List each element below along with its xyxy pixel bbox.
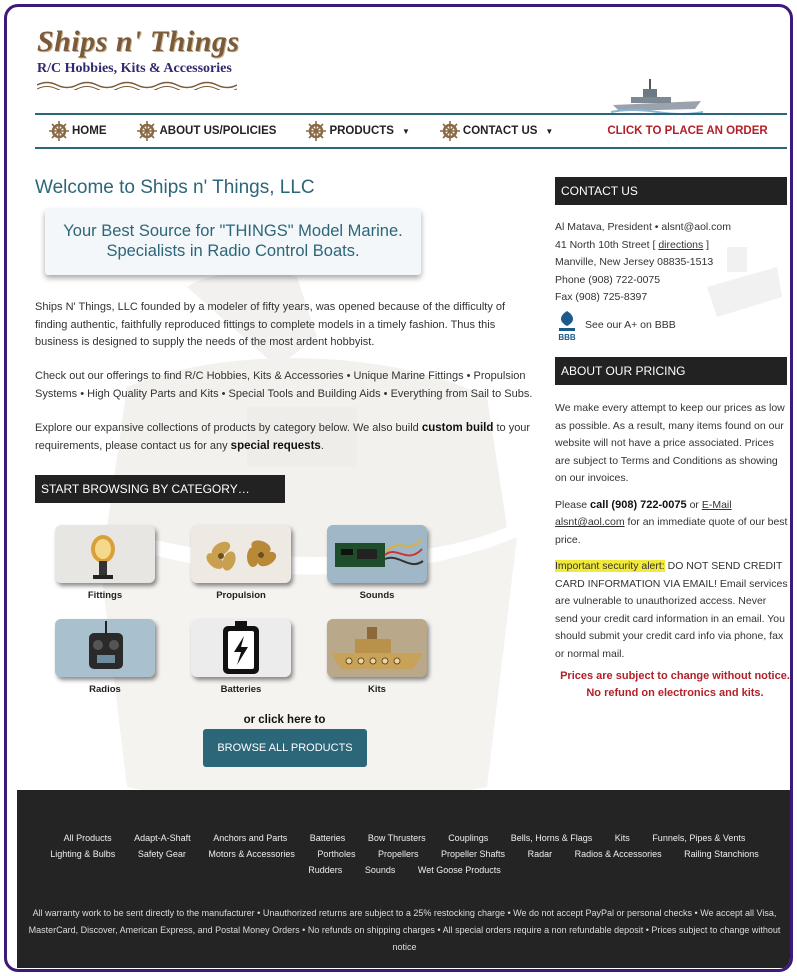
fax-number: Fax (908) 725-8397	[555, 291, 648, 303]
waves-icon	[37, 80, 237, 90]
contact-email-link[interactable]: alsnt@aol.com	[661, 221, 731, 233]
footer-link[interactable]: Batteries	[309, 833, 346, 843]
category-label: Propulsion	[216, 590, 266, 601]
tugboat-icon	[327, 619, 427, 677]
category-fittings[interactable]	[55, 525, 155, 601]
pricing-info	[555, 400, 791, 672]
explore-text-end: .	[320, 439, 324, 452]
category-label: Sounds	[359, 590, 395, 601]
footer-link[interactable]: Propellers	[377, 849, 419, 859]
category-label: Fittings	[87, 590, 123, 601]
contact-name-line	[555, 219, 787, 237]
nav-products-label: PRODUCTS	[329, 125, 394, 137]
site-footer	[17, 790, 792, 968]
contact-heading: CONTACT US	[555, 177, 787, 205]
explore-paragraph	[35, 420, 537, 455]
address-line2: Manville, New Jersey 08835-1513	[555, 256, 714, 268]
footer-link[interactable]: Safety Gear	[137, 849, 186, 859]
pricing-heading: ABOUT OUR PRICING	[555, 357, 787, 385]
kits-thumbnail	[327, 619, 427, 677]
site-logo[interactable]	[37, 25, 257, 101]
nav-contact-label: CONTACT US	[462, 125, 538, 137]
caret-down-icon: ▼	[401, 126, 410, 136]
nav-about[interactable]	[137, 121, 277, 141]
footer-link[interactable]: Anchors and Parts	[213, 833, 288, 843]
price-notice	[559, 668, 791, 702]
tagline-line1: Your Best Source for "THINGS" Model Marine.	[63, 222, 403, 240]
sounds-thumbnail	[327, 525, 427, 583]
address-street: 41 North 10th Street [	[555, 238, 659, 251]
refund-notice: No refund on electronics and kits.	[586, 687, 764, 699]
svg-text:BBB: BBB	[558, 332, 576, 342]
tagline-callout	[45, 209, 421, 275]
footer-link[interactable]: Railing Stanchions	[684, 849, 759, 859]
tagline-line2: Specialists in Radio Control Boats.	[106, 242, 360, 260]
security-alert-label: Important security alert:	[555, 560, 665, 572]
category-kits[interactable]	[327, 619, 427, 695]
caret-down-icon: ▼	[545, 126, 554, 136]
quote-end-text: for an immediate quote of our best price.	[555, 516, 788, 546]
footer-link[interactable]: Wet Goose Products	[417, 865, 501, 875]
contact-info	[555, 219, 787, 342]
footer-link[interactable]: Rudders	[308, 865, 343, 875]
footer-link[interactable]: All Products	[63, 833, 112, 843]
nav-about-label: ABOUT US/POLICIES	[159, 125, 277, 137]
footer-link[interactable]: Kits	[614, 833, 630, 843]
footer-links	[17, 830, 792, 878]
searchlight-icon	[55, 525, 155, 583]
nav-products[interactable]	[306, 121, 409, 141]
footer-legal-text: All warranty work to be sent directly to the manufacturer • Unauthorized returns are subject to a 25% restocking charge • We do not accept PayPal or personal checks • We accept all Visa, MasterCard, Discover, American Express, and Postal Money Orders • No refunds on shipping charges • All special orders require a non refundable deposit • Prices subject to change without notice	[28, 908, 781, 952]
directions-link[interactable]: directions	[658, 238, 704, 251]
security-alert	[555, 558, 791, 663]
category-propulsion[interactable]	[191, 525, 291, 601]
footer-link[interactable]: Adapt-A-Shaft	[134, 833, 191, 843]
contact-name: Al Matava, President •	[555, 221, 662, 233]
main-nav	[35, 113, 787, 149]
footer-link[interactable]: Bells, Horns & Flags	[510, 833, 593, 843]
footer-link[interactable]: Sounds	[364, 865, 396, 875]
price-change-notice: Prices are subject to change without notice.	[560, 670, 790, 682]
footer-link[interactable]: Lighting & Bulbs	[50, 849, 116, 859]
nav-contact[interactable]	[440, 121, 553, 141]
propeller-icon	[191, 525, 291, 583]
nav-home-label: HOME	[72, 125, 107, 137]
offerings-paragraph: Check out our offerings to find R/C Hobbies, Kits & Accessories • Unique Marine Fittings • Propulsion Systems • High Quality Parts and Kits • Special Tools and Building Aids • Everything from Sail to Subs.	[35, 370, 533, 400]
call-phone-text: call (908) 722-0075	[590, 498, 687, 511]
page-frame	[4, 4, 793, 972]
bbb-link[interactable]	[555, 310, 787, 342]
ship-wheel-icon	[137, 121, 157, 141]
browse-heading: START BROWSING BY CATEGORY…	[35, 475, 285, 503]
footer-link[interactable]: Radios & Accessories	[574, 849, 662, 859]
address-bracket: ]	[703, 238, 710, 251]
battleship-icon	[611, 77, 703, 115]
logo-title: Ships n' Things	[37, 25, 240, 58]
email-link[interactable]: E-Mail alsnt@aol.com	[555, 498, 732, 528]
quote-or-text: or	[686, 498, 702, 511]
quote-text: Please	[555, 498, 591, 511]
address-line1	[555, 237, 787, 255]
batteries-thumbnail	[191, 619, 291, 677]
quote-paragraph	[555, 497, 791, 550]
footer-link[interactable]: Motors & Accessories	[208, 849, 295, 859]
security-alert-text: DO NOT SEND CREDIT CARD INFORMATION VIA EMAIL! Email services are vulnerable to unauthorized access. Never send your credit card information in an email. You should submit your credit card info via phone, fax or normal mail.	[555, 560, 788, 660]
ship-wheel-icon	[306, 121, 326, 141]
click-here-text: or click here to	[243, 714, 326, 726]
footer-link[interactable]: Radar	[527, 849, 553, 859]
propulsion-thumbnail	[191, 525, 291, 583]
bbb-logo-icon	[555, 310, 579, 342]
footer-link[interactable]: Couplings	[448, 833, 489, 843]
footer-link[interactable]: Portholes	[317, 849, 356, 859]
page-title: Welcome to Ships n' Things, LLC	[35, 177, 315, 198]
pricing-paragraph: We make every attempt to keep our prices as low as possible. As a result, many items found on our website will not have a price associated. Prices are subject to Terms and Conditions as showing on our invoices.	[555, 402, 785, 484]
nav-home[interactable]	[49, 121, 107, 141]
custom-build-text: custom build	[421, 422, 494, 434]
browse-all-products-button[interactable]: BROWSE ALL PRODUCTS	[203, 729, 367, 767]
logo-subtitle: R/C Hobbies, Kits & Accessories	[37, 61, 232, 76]
category-radios[interactable]	[55, 619, 155, 695]
fittings-thumbnail	[55, 525, 155, 583]
footer-link[interactable]: Propeller Shafts	[441, 849, 506, 859]
battery-icon	[191, 619, 291, 677]
category-label: Batteries	[220, 684, 262, 695]
radio-transmitter-icon	[55, 619, 155, 677]
ship-wheel-icon	[440, 121, 460, 141]
footer-link[interactable]: Bow Thrusters	[367, 833, 426, 843]
category-sounds[interactable]	[327, 525, 427, 601]
special-requests-text: special requests	[230, 439, 321, 452]
radios-thumbnail	[55, 619, 155, 677]
circuit-board-icon	[327, 525, 427, 583]
intro-paragraph: Ships N' Things, LLC founded by a modeler of fifty years, was opened because of the difficulty of finding authentic, faithfully reproduced fittings to complete models in a timely fashion. Thus this business is designed to supply the needs of the most ardent hobbyist.	[35, 301, 506, 348]
bbb-text: See our A+ on BBB	[585, 318, 676, 331]
category-batteries[interactable]	[191, 619, 291, 695]
category-label: Kits	[368, 684, 386, 695]
place-order-link[interactable]: CLICK TO PLACE AN ORDER	[607, 125, 768, 137]
phone-number: Phone (908) 722-0075	[555, 273, 661, 286]
category-label: Radios	[89, 684, 121, 695]
explore-text-2: to your requirements, please contact us for any	[35, 422, 531, 452]
ship-wheel-icon	[49, 121, 69, 141]
explore-text: Explore our expansive collections of products by category below. We also build	[35, 422, 422, 434]
footer-link[interactable]: Funnels, Pipes & Vents	[652, 833, 746, 843]
